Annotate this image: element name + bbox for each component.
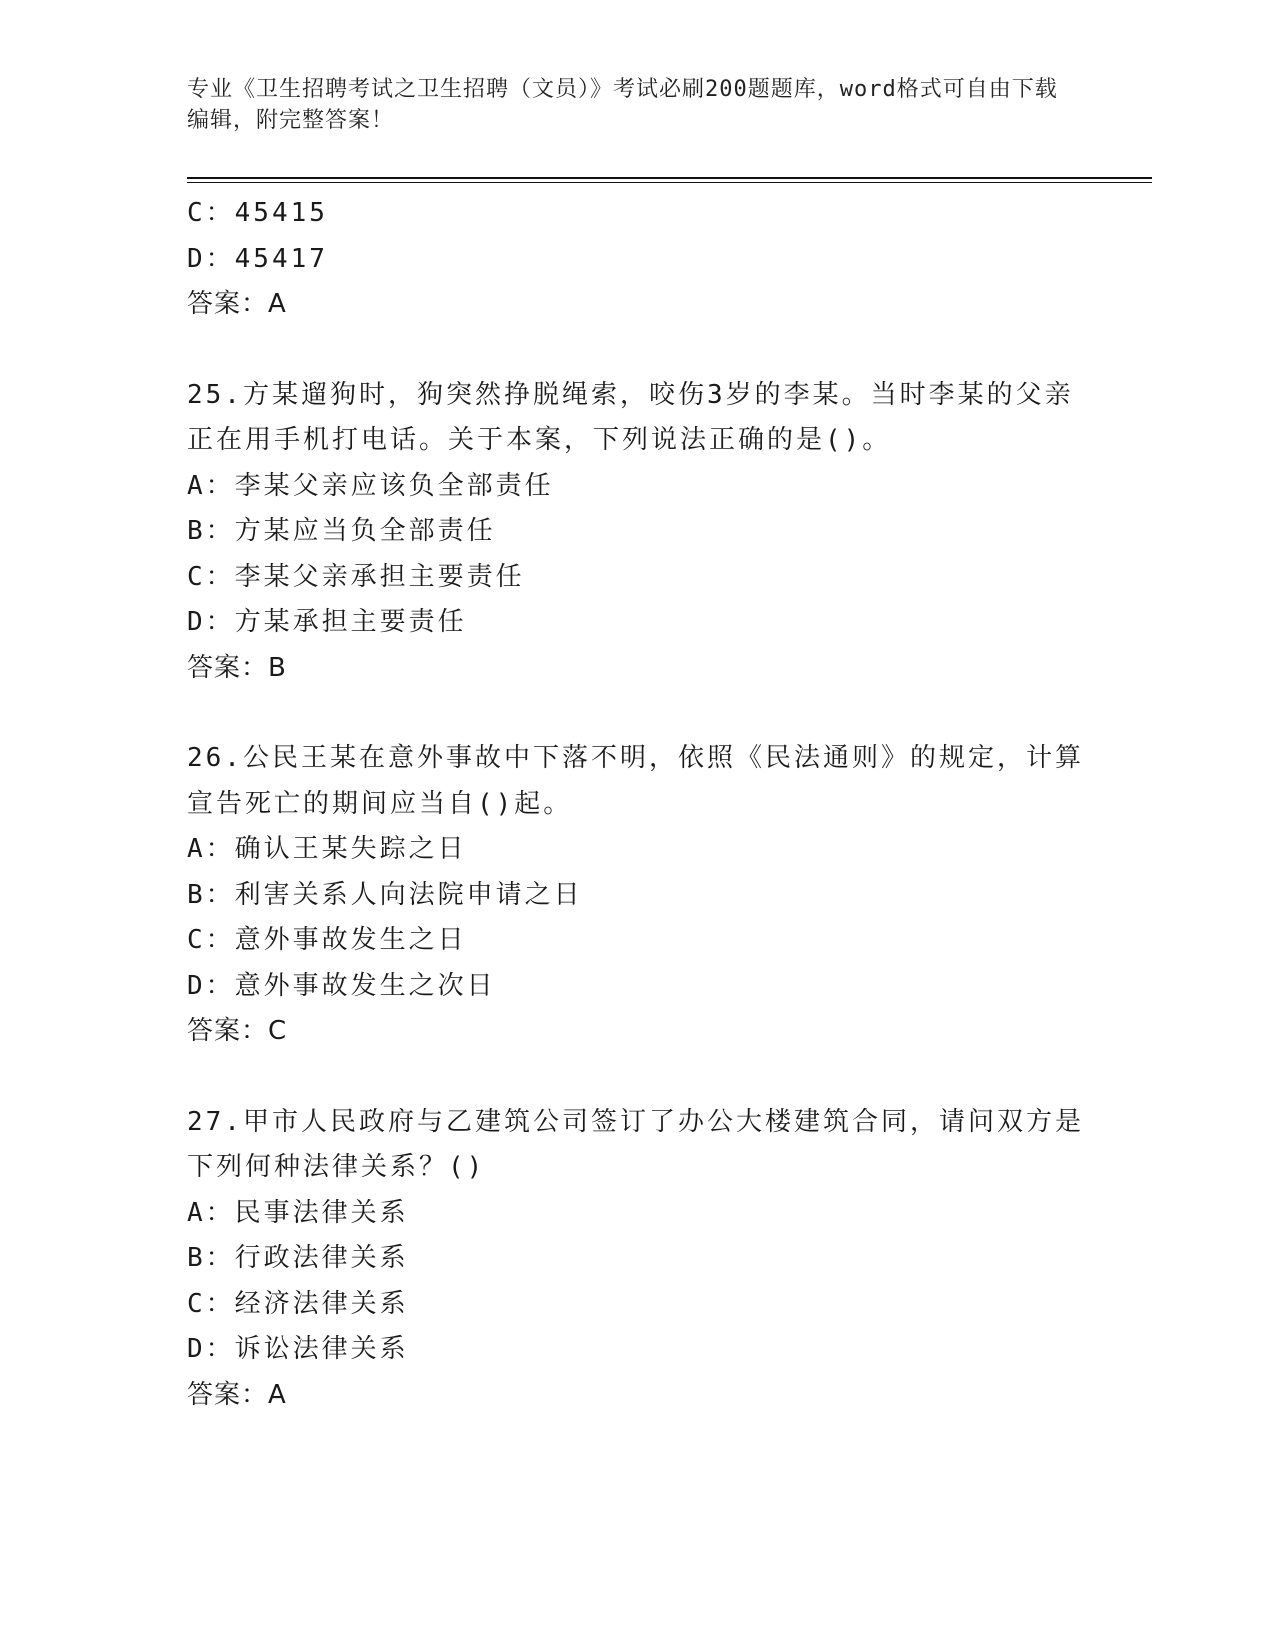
answer-line: 答案：C — [187, 1016, 287, 1046]
spacer — [187, 691, 1152, 736]
option-d: D：意外事故发生之次日 — [187, 970, 496, 1001]
question-text: 25.方某遛狗时，狗突然挣脱绳索，咬伤3岁的李某。当时李某的父亲正在用手机打电话。关于本案，下列说法正确的是()。 — [187, 379, 1074, 455]
question-25 — [187, 373, 1152, 692]
option-c: C：李某父亲承担主要责任 — [187, 561, 525, 592]
spacer — [187, 328, 1152, 373]
question-27 — [187, 1100, 1152, 1419]
option-d: D：45417 — [187, 243, 328, 274]
header-divider-thin — [187, 182, 1152, 183]
answer-line: 答案：A — [187, 289, 286, 319]
answer-line: 答案：A — [187, 1379, 286, 1410]
option-c: C：经济法律关系 — [187, 1288, 409, 1319]
option-a: A：李某父亲应该负全部责任 — [187, 470, 554, 501]
prev-question-block — [187, 191, 1152, 328]
question-26 — [187, 736, 1152, 1055]
option-b: B：利害关系人向法院申请之日 — [187, 879, 583, 910]
option-b: B：方某应当负全部责任 — [187, 516, 496, 546]
option-d: D：诉讼法律关系 — [187, 1334, 409, 1364]
question-text: 27.甲市人民政府与乙建筑公司签订了办公大楼建筑合同，请问双方是下列何种法律关系？() — [187, 1106, 1084, 1182]
spacer — [187, 1055, 1152, 1100]
option-c: C：意外事故发生之日 — [187, 925, 467, 955]
answer-line: 答案：B — [187, 652, 286, 683]
header-divider-thick — [187, 177, 1152, 179]
question-text: 26.公民王某在意外事故中下落不明，依照《民法通则》的规定，计算宣告死亡的期间应当自()起。 — [187, 743, 1084, 819]
document-header: 专业《卫生招聘考试之卫生招聘（文员）》考试必刷200题题库，word格式可自由下载编辑，附完整答案！ — [187, 77, 1058, 133]
option-c: C：45415 — [187, 198, 328, 228]
option-a: A：确认王某失踪之日 — [187, 834, 467, 864]
option-b: B：行政法律关系 — [187, 1243, 409, 1273]
question-content — [187, 191, 1152, 1418]
option-d: D：方某承担主要责任 — [187, 607, 467, 637]
option-a: A：民事法律关系 — [187, 1197, 409, 1228]
